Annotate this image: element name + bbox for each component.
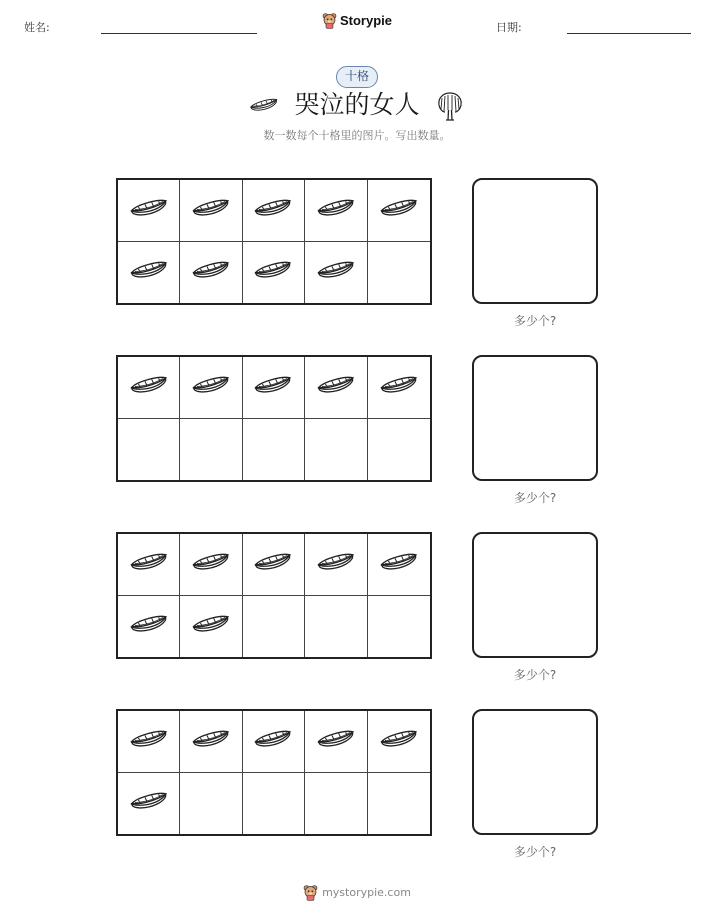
- ten-frame-3: [116, 532, 432, 659]
- bear-mascot-icon: [303, 884, 318, 901]
- ten-frame-cell: [180, 773, 242, 835]
- ten-frame-cell: [368, 357, 430, 419]
- ten-frame-cell: [368, 596, 430, 658]
- willow-tree-icon: [436, 90, 464, 122]
- ten-frame-cell: [243, 419, 305, 481]
- name-line[interactable]: [101, 33, 257, 34]
- rowboat-icon: [316, 259, 356, 285]
- ten-frame-cell: [305, 180, 367, 242]
- rowboat-icon: [253, 259, 293, 285]
- answer-box-4[interactable]: [472, 709, 598, 835]
- answer-box-3[interactable]: [472, 532, 598, 658]
- rowboat-icon: [379, 551, 419, 577]
- rowboat-icon: [191, 197, 231, 223]
- ten-frame-badge: 十格: [336, 66, 378, 88]
- ten-frame-cell: [243, 596, 305, 658]
- rowboat-icon: [379, 374, 419, 400]
- rowboat-icon: [253, 197, 293, 223]
- rowboat-icon: [191, 551, 231, 577]
- ten-frame-cell: [118, 180, 180, 242]
- rowboat-icon: [129, 374, 169, 400]
- ten-frame-cell: [180, 357, 242, 419]
- page-title: 哭泣的女人: [294, 90, 420, 119]
- ten-frame-cell: [305, 242, 367, 304]
- brand-name: Storypie: [339, 13, 392, 28]
- ten-frame-cell: [180, 711, 242, 773]
- answer-box-2[interactable]: [472, 355, 598, 481]
- name-label: 姓名:: [24, 21, 50, 34]
- ten-frame-cell: [305, 357, 367, 419]
- count-question-1: 多少个?: [513, 314, 557, 328]
- ten-frame-cell: [180, 242, 242, 304]
- rowboat-icon: [316, 728, 356, 754]
- ten-frame-cell: [118, 357, 180, 419]
- answer-box-1[interactable]: [472, 178, 598, 304]
- footer-url: mystorypie.com: [322, 886, 411, 899]
- rowboat-icon: [253, 551, 293, 577]
- ten-frame-2: [116, 355, 432, 482]
- ten-frame-cell: [243, 180, 305, 242]
- rowboat-icon: [129, 259, 169, 285]
- rowboat-icon: [191, 259, 231, 285]
- bear-mascot-icon: [322, 12, 337, 29]
- rowboat-icon: [316, 374, 356, 400]
- ten-frame-cell: [118, 419, 180, 481]
- rowboat-icon: [253, 728, 293, 754]
- instructions: 数一数每个十格里的图片。写出数量。: [263, 129, 451, 142]
- rowboat-icon: [191, 613, 231, 639]
- ten-frame-cell: [368, 180, 430, 242]
- count-question-4: 多少个?: [513, 845, 557, 859]
- rowboat-icon: [129, 551, 169, 577]
- rowboat-icon: [316, 197, 356, 223]
- rowboat-icon: [379, 728, 419, 754]
- ten-frame-cell: [243, 242, 305, 304]
- ten-frame-cell: [180, 534, 242, 596]
- count-question-3: 多少个?: [513, 668, 557, 682]
- ten-frame-1: [116, 178, 432, 305]
- ten-frame-cell: [118, 242, 180, 304]
- ten-frame-cell: [118, 773, 180, 835]
- ten-frame-cell: [243, 773, 305, 835]
- rowboat-icon: [379, 197, 419, 223]
- rowboat-icon: [129, 728, 169, 754]
- ten-frame-cell: [243, 357, 305, 419]
- footer: [0, 884, 714, 905]
- rowboat-icon: [191, 374, 231, 400]
- rowboat-icon: [129, 790, 169, 816]
- ten-frame-cell: [368, 773, 430, 835]
- date-label: 日期:: [496, 21, 522, 34]
- rowboat-icon: [249, 96, 279, 114]
- ten-frame-cell: [243, 534, 305, 596]
- ten-frame-cell: [118, 711, 180, 773]
- rowboat-icon: [191, 728, 231, 754]
- ten-frame-cell: [305, 534, 367, 596]
- ten-frame-cell: [305, 596, 367, 658]
- brand-logo: [0, 12, 714, 33]
- ten-frame-cell: [118, 596, 180, 658]
- ten-frame-cell: [118, 534, 180, 596]
- ten-frame-cell: [368, 419, 430, 481]
- ten-frame-cell: [368, 242, 430, 304]
- ten-frame-cell: [305, 773, 367, 835]
- ten-frame-cell: [180, 419, 242, 481]
- ten-frame-4: [116, 709, 432, 836]
- ten-frame-cell: [305, 711, 367, 773]
- ten-frame-cell: [243, 711, 305, 773]
- rowboat-icon: [316, 551, 356, 577]
- date-line[interactable]: [567, 33, 691, 34]
- ten-frame-cell: [305, 419, 367, 481]
- count-question-2: 多少个?: [513, 491, 557, 505]
- ten-frame-cell: [180, 596, 242, 658]
- rowboat-icon: [129, 197, 169, 223]
- ten-frame-cell: [180, 180, 242, 242]
- rowboat-icon: [129, 613, 169, 639]
- rowboat-icon: [253, 374, 293, 400]
- ten-frame-cell: [368, 534, 430, 596]
- ten-frame-cell: [368, 711, 430, 773]
